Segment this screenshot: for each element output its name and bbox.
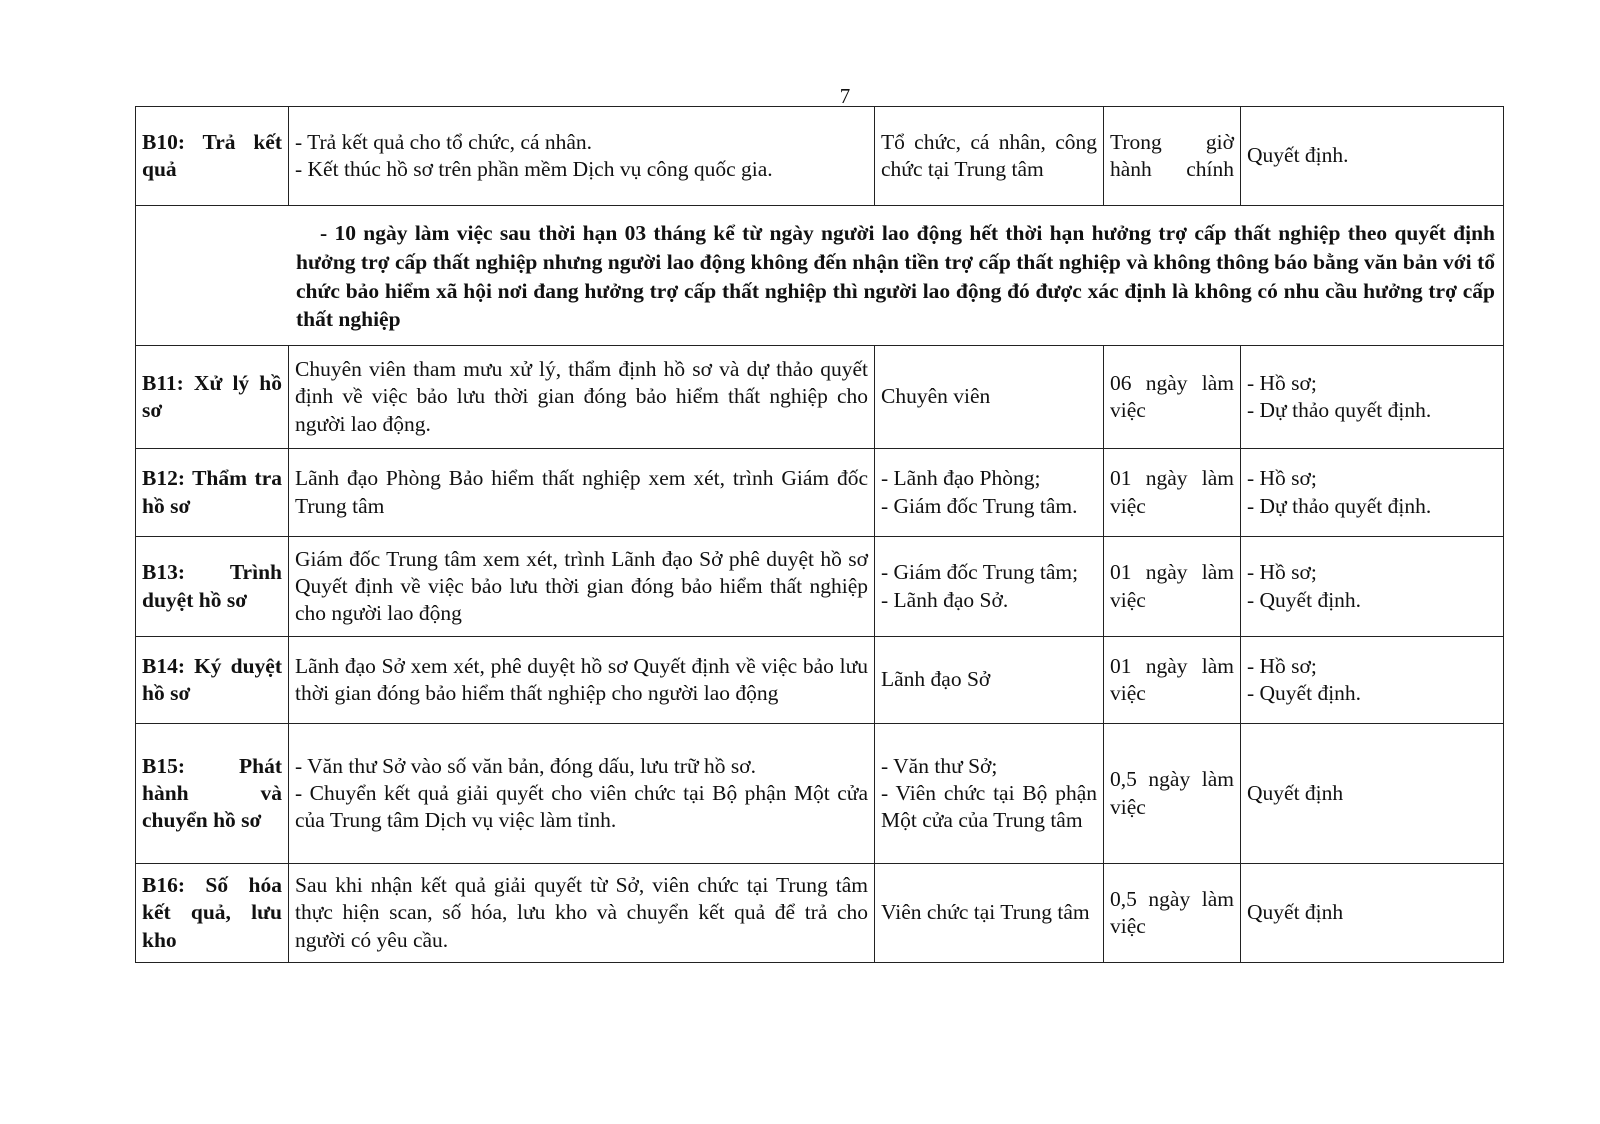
content-line: - Văn thư Sở vào số văn bản, đóng dấu, lưu trữ hồ sơ. xyxy=(295,753,756,778)
content-cell xyxy=(289,107,875,206)
responsible-line: - Giám đốc Trung tâm; xyxy=(881,560,1079,585)
time-cell: 06 ngày làm việc xyxy=(1104,346,1241,449)
step-cell: B16: Số hóa kết quả, lưu kho xyxy=(136,864,289,963)
content-cell: Chuyên viên tham mưu xử lý, thẩm định hồ sơ và dự thảo quyết định về việc bảo lưu thời gian đóng bảo hiểm thất nghiệp cho người lao động. xyxy=(289,346,875,449)
table-row xyxy=(136,107,1504,206)
responsible-line: - Giám đốc Trung tâm. xyxy=(881,493,1078,518)
time-cell: 01 ngày làm việc xyxy=(1104,537,1241,637)
step-cell: B12: Thẩm tra hồ sơ xyxy=(136,449,289,537)
responsible-cell: Tổ chức, cá nhân, công chức tại Trung tâm xyxy=(875,107,1104,206)
result-line: - Dự thảo quyết định. xyxy=(1247,493,1432,518)
responsible-line: - Văn thư Sở; xyxy=(881,753,998,778)
result-line: - Dự thảo quyết định. xyxy=(1247,398,1432,422)
step-cell: B11: Xử lý hồ sơ xyxy=(136,346,289,449)
result-line: Quyết định xyxy=(1247,780,1344,805)
step-cell: B14: Ký duyệt hồ sơ xyxy=(136,637,289,724)
result-line: - Quyết định. xyxy=(1247,681,1362,705)
table-row xyxy=(136,449,1504,537)
result-line: Quyết định xyxy=(1247,900,1344,925)
content-line: - Chuyển kết quả giải quyết cho viên chức tại Bộ phận Một cửa của Trung tâm Dịch vụ việc làm tỉnh. xyxy=(295,780,868,833)
result-line: - Quyết định. xyxy=(1247,587,1362,612)
responsible-cell xyxy=(875,537,1104,637)
table-row xyxy=(136,864,1504,963)
responsible-line: Chuyên viên xyxy=(881,384,991,409)
responsible-line: - Viên chức tại Bộ phận Một cửa của Trung tâm xyxy=(881,780,1097,833)
content-line: - Kết thúc hồ sơ trên phần mềm Dịch vụ công quốc gia. xyxy=(295,157,773,181)
table-row xyxy=(136,724,1504,864)
result-cell xyxy=(1241,537,1504,637)
responsible-cell xyxy=(875,864,1104,963)
table-row xyxy=(136,346,1504,449)
responsible-cell xyxy=(875,449,1104,537)
content-cell: Sau khi nhận kết quả giải quyết từ Sở, viên chức tại Trung tâm thực hiện scan, số hóa, lưu kho và chuyển kết quả để trả cho người có yêu cầu. xyxy=(289,864,875,963)
content-cell: Lãnh đạo Sở xem xét, phê duyệt hồ sơ Quyết định về việc bảo lưu thời gian đóng bảo hiểm thất nghiệp cho người lao động xyxy=(289,637,875,724)
content-line: - Trả kết quả cho tổ chức, cá nhân. xyxy=(295,129,593,154)
note-cell xyxy=(136,206,1504,346)
result-cell xyxy=(1241,864,1504,963)
result-line: - Hồ sơ; xyxy=(1247,370,1317,395)
result-cell xyxy=(1241,724,1504,864)
responsible-cell xyxy=(875,346,1104,449)
procedure-table xyxy=(135,106,1504,963)
responsible-line: - Lãnh đạo Sở. xyxy=(881,587,1009,612)
page-number: 7 xyxy=(839,84,851,108)
table-row xyxy=(136,637,1504,724)
table-row xyxy=(136,537,1504,637)
time-cell: 0,5 ngày làm việc xyxy=(1104,724,1241,864)
responsible-cell xyxy=(875,637,1104,724)
result-cell xyxy=(1241,107,1504,206)
note-row xyxy=(136,206,1504,346)
content-cell: Lãnh đạo Phòng Bảo hiểm thất nghiệp xem xét, trình Giám đốc Trung tâm xyxy=(289,449,875,537)
note-text: - 10 ngày làm việc sau thời hạn 03 tháng kể từ ngày người lao động hết thời hạn hưởng trợ cấp thất nghiệp theo quyết định hưởng trợ cấp thất nghiệp nhưng người lao động không đến nhận tiền trợ cấp thất nghiệp và không thông báo bằng văn bản với tổ chức bảo hiểm xã hội nơi đang hưởng trợ cấp thất nghiệp thì người lao động đó được xác định là không có nhu cầu hưởng trợ cấp thất nghiệp xyxy=(296,221,1495,332)
result-cell xyxy=(1241,346,1504,449)
responsible-line: Lãnh đạo Sở xyxy=(881,667,991,692)
step-cell: B15: Phát hành và chuyển hồ sơ xyxy=(136,724,289,864)
result-line: Quyết định. xyxy=(1247,143,1349,168)
content-cell xyxy=(289,724,875,864)
result-line: - Hồ sơ; xyxy=(1247,560,1317,585)
result-cell xyxy=(1241,449,1504,537)
content-cell: Giám đốc Trung tâm xem xét, trình Lãnh đạo Sở phê duyệt hồ sơ Quyết định về việc bảo lưu thời gian đóng bảo hiểm thất nghiệp cho người lao động xyxy=(289,537,875,637)
step-cell: B13: Trình duyệt hồ sơ xyxy=(136,537,289,637)
time-cell: Trong giờ hành chính xyxy=(1104,107,1241,206)
responsible-line: Viên chức tại Trung tâm xyxy=(881,900,1090,925)
time-cell: 01 ngày làm việc xyxy=(1104,637,1241,724)
step-cell: B10: Trả kết quả xyxy=(136,107,289,206)
responsible-cell xyxy=(875,724,1104,864)
result-line: - Hồ sơ; xyxy=(1247,466,1317,491)
responsible-line: - Lãnh đạo Phòng; xyxy=(881,466,1041,491)
time-cell: 0,5 ngày làm việc xyxy=(1104,864,1241,963)
result-line: - Hồ sơ; xyxy=(1247,653,1317,678)
time-cell: 01 ngày làm việc xyxy=(1104,449,1241,537)
result-cell xyxy=(1241,637,1504,724)
